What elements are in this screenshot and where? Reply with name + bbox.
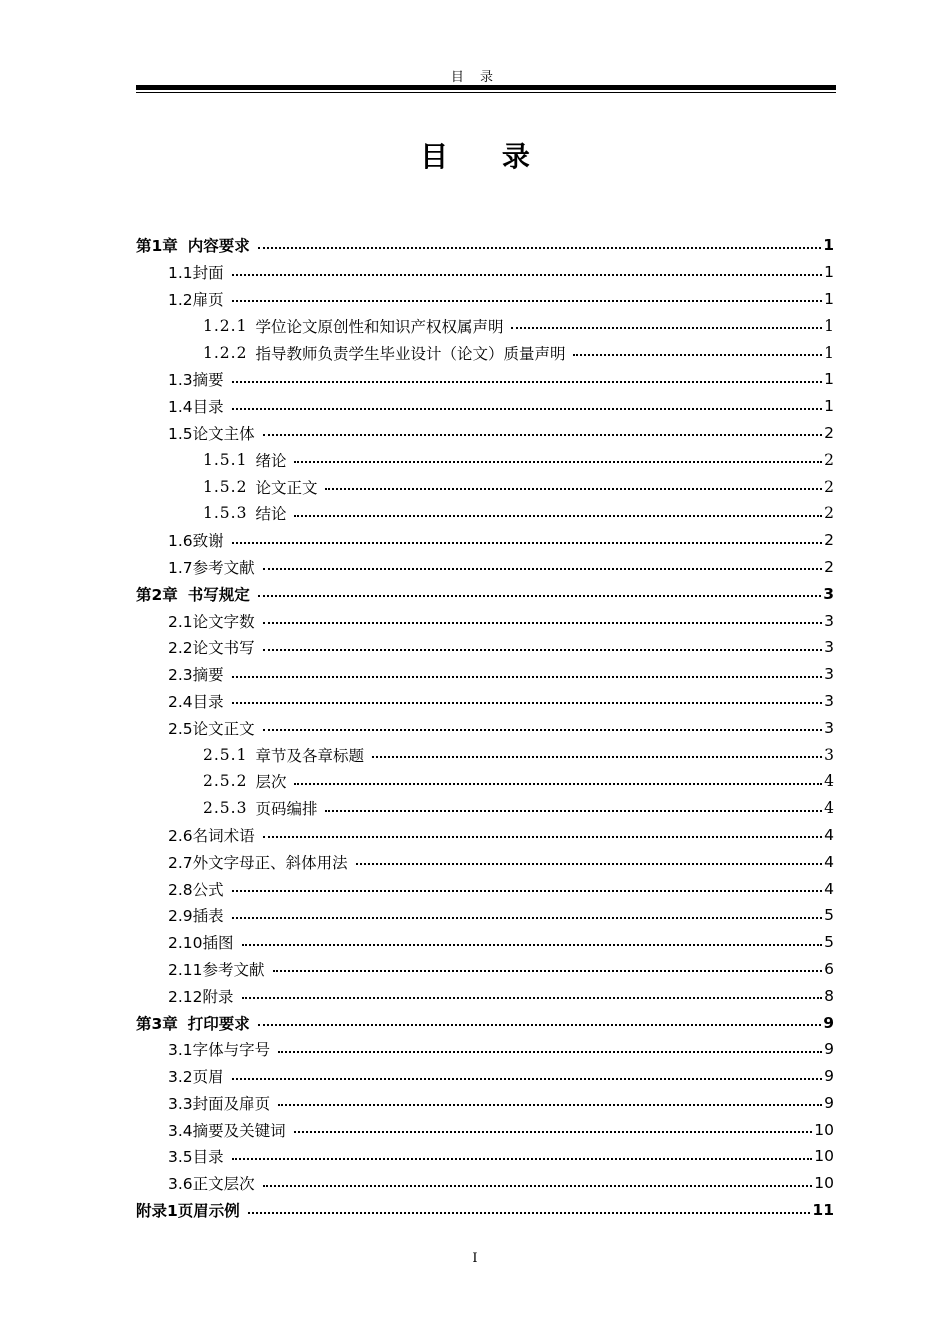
toc-entry-title: 2.12附录: [168, 987, 234, 1006]
toc-entry[interactable]: [136, 312, 834, 339]
toc-entry-page: 9: [824, 1040, 834, 1059]
toc-entry-title: 3.1字体与字号: [168, 1041, 271, 1060]
toc-entry-number: 2.5.1: [203, 745, 248, 764]
toc-entry[interactable]: [136, 286, 834, 313]
toc-entry-title: 附录1页眉示例: [136, 1202, 240, 1221]
toc-entry-page: 9: [824, 1093, 834, 1112]
toc-entry-title: 打印要求: [187, 1014, 250, 1033]
toc-dot-leader: [248, 1211, 811, 1214]
toc-entry-title: 书写规定: [187, 585, 250, 604]
toc-entry-title: 1.3摘要: [168, 371, 224, 390]
toc-entry-title: 绪论: [255, 451, 287, 470]
toc-dot-leader: [232, 1157, 813, 1160]
toc-entry[interactable]: [136, 473, 834, 500]
toc-entry[interactable]: [136, 554, 834, 581]
toc-entry[interactable]: [136, 688, 834, 715]
page-title: [0, 135, 950, 175]
toc-entry-title: 2.3摘要: [168, 666, 224, 685]
toc-entry-page: 6: [824, 959, 834, 978]
toc-entry[interactable]: [136, 875, 834, 902]
toc-dot-leader: [232, 675, 822, 678]
toc-dot-leader: [263, 728, 822, 731]
toc-entry-page: 2: [824, 477, 834, 496]
toc-entry-title: 结论: [255, 505, 287, 524]
toc-entry-number: 1.2.1: [203, 316, 248, 335]
toc-entry-page: 8: [824, 986, 834, 1005]
toc-entry-title: 章节及各章标题: [255, 746, 364, 765]
toc-entry-title: 层次: [255, 773, 287, 792]
toc-entry[interactable]: [136, 822, 834, 849]
toc-dot-leader: [232, 1077, 822, 1080]
toc-dot-leader: [263, 648, 822, 651]
toc-entry-page: 1: [824, 263, 834, 282]
toc-entry-page: 4: [824, 799, 834, 818]
toc-entry-page: 2: [824, 450, 834, 469]
toc-entry[interactable]: [136, 768, 834, 795]
toc-entry-title: 3.2页眉: [168, 1068, 224, 1087]
toc-entry-page: 2: [824, 423, 834, 442]
toc-entry[interactable]: [136, 848, 834, 875]
toc-entry-page: 10: [814, 1120, 834, 1139]
toc-entry-title: 2.4目录: [168, 692, 224, 711]
toc-entry-page: 9: [823, 1013, 834, 1032]
toc-dot-leader: [258, 246, 821, 249]
toc-entry-number: 1.5.3: [203, 504, 248, 523]
toc-entry-title: 1.1封面: [168, 264, 224, 283]
toc-entry-page: 3: [824, 665, 834, 684]
toc-dot-leader: [294, 1130, 813, 1133]
toc-entry-page: 1: [824, 289, 834, 308]
toc-entry-title: 指导教师负责学生毕业设计（论文）质量声明: [255, 344, 566, 363]
toc-entry[interactable]: [136, 902, 834, 929]
toc-entry-number: 1.2.2: [203, 343, 248, 362]
toc-entry[interactable]: [136, 795, 834, 822]
toc-entry-page: 1: [824, 343, 834, 362]
toc-entry-title: 3.6正文层次: [168, 1175, 255, 1194]
toc-entry[interactable]: [136, 527, 834, 554]
toc-entry-page: 1: [823, 236, 834, 255]
toc-entry-page: 3: [824, 718, 834, 737]
toc-dot-leader: [325, 487, 822, 490]
toc-entry-page: 4: [824, 879, 834, 898]
toc-dot-leader: [232, 407, 822, 410]
toc-entry[interactable]: [136, 500, 834, 527]
toc-entry-page: 9: [824, 1067, 834, 1086]
toc-entry[interactable]: [136, 393, 834, 420]
toc-entry-title: 1.7参考文献: [168, 558, 255, 577]
running-header: 目 录: [450, 70, 500, 85]
toc-entry-page: 1: [824, 370, 834, 389]
toc-entry-page: 2: [824, 531, 834, 550]
header-rule-thin: [136, 92, 836, 93]
toc-entry[interactable]: [136, 259, 834, 286]
toc-dot-leader: [511, 326, 822, 329]
toc-entry-page: 5: [824, 933, 834, 952]
toc-entry-page: 10: [814, 1174, 834, 1193]
toc-dot-leader: [258, 594, 821, 597]
toc-entry[interactable]: [136, 420, 834, 447]
toc-entry[interactable]: [136, 446, 834, 473]
toc-entry-number: 2.5.2: [203, 772, 248, 791]
toc-entry[interactable]: [136, 1090, 834, 1117]
toc-entry-title: 论文正文: [255, 478, 318, 497]
toc-entry-title: 2.8公式: [168, 880, 224, 899]
toc-entry[interactable]: [136, 607, 834, 634]
toc-dot-leader: [294, 460, 822, 463]
toc-dot-leader: [232, 380, 822, 383]
toc-entry[interactable]: [136, 982, 834, 1009]
toc-entry[interactable]: [136, 1063, 834, 1090]
toc-entry[interactable]: [136, 661, 834, 688]
toc-dot-leader: [325, 809, 822, 812]
toc-entry-page: 2: [824, 557, 834, 576]
toc-dot-leader: [372, 755, 822, 758]
toc-entry-title: 2.1论文字数: [168, 612, 255, 631]
toc-entry[interactable]: [136, 956, 834, 983]
toc-dot-leader: [232, 541, 822, 544]
toc-entry-page: 1: [824, 397, 834, 416]
toc-entry[interactable]: [136, 1197, 834, 1224]
toc-dot-leader: [232, 916, 822, 919]
toc-entry[interactable]: [136, 741, 834, 768]
toc-dot-leader: [294, 782, 822, 785]
page-title-part-1: 目: [420, 140, 449, 173]
toc-dot-leader: [232, 299, 822, 302]
toc-entry-page: 2: [824, 504, 834, 523]
toc-entry-title: 1.2扉页: [168, 290, 224, 309]
toc-entry-page: 3: [824, 691, 834, 710]
toc-entry-title: 2.10插图: [168, 934, 234, 953]
toc-dot-leader: [242, 943, 823, 946]
toc-dot-leader: [263, 433, 822, 436]
toc-entry[interactable]: [136, 580, 834, 607]
toc-entry-title: 3.4摘要及关键词: [168, 1121, 286, 1140]
toc-entry-page: 3: [823, 584, 834, 603]
toc-dot-leader: [232, 701, 822, 704]
toc-dot-leader: [263, 621, 822, 624]
toc-entry-page: 5: [824, 906, 834, 925]
toc-entry-page: 4: [824, 772, 834, 791]
toc-dot-leader: [263, 835, 822, 838]
page-number: I: [472, 1251, 478, 1266]
page-title-part-2: 录: [501, 140, 530, 173]
toc-entry-number: 第2章: [136, 585, 178, 604]
toc-dot-leader: [258, 1023, 821, 1026]
toc-entry-number: 1.5.1: [203, 450, 248, 469]
toc-dot-leader: [278, 1050, 822, 1053]
toc-entry-title: 3.3封面及扉页: [168, 1094, 271, 1113]
toc-entry[interactable]: [136, 1009, 834, 1036]
toc-entry-page: 4: [824, 852, 834, 871]
toc-dot-leader: [232, 273, 822, 276]
toc-entry-title: 2.9插表: [168, 907, 224, 926]
toc-entry[interactable]: [136, 232, 834, 259]
toc-entry[interactable]: [136, 714, 834, 741]
toc-entry[interactable]: [136, 1170, 834, 1197]
toc-dot-leader: [263, 1184, 813, 1187]
toc-entry-number: 1.5.2: [203, 477, 248, 496]
toc-dot-leader: [242, 996, 823, 999]
toc-entry-title: 3.5目录: [168, 1148, 224, 1167]
toc-entry[interactable]: [136, 929, 834, 956]
toc-entry-title: 内容要求: [187, 237, 250, 256]
toc-entry-page: 3: [824, 611, 834, 630]
toc-entry[interactable]: [136, 1036, 834, 1063]
toc-entry-title: 2.5论文正文: [168, 719, 255, 738]
toc-entry-title: 2.7外文字母正、斜体用法: [168, 853, 348, 872]
toc-entry-title: 2.6名词术语: [168, 826, 255, 845]
toc-entry-title: 2.2论文书写: [168, 639, 255, 658]
toc-entry-title: 2.11参考文献: [168, 960, 265, 979]
toc-dot-leader: [232, 889, 822, 892]
toc-dot-leader: [356, 862, 822, 865]
toc-entry-title: 学位论文原创性和知识产权权属声明: [255, 317, 504, 336]
toc-entry-number: 第3章: [136, 1014, 178, 1033]
header-rule-thick: [136, 85, 836, 90]
toc-entry-page: 3: [824, 745, 834, 764]
toc-dot-leader: [278, 1103, 822, 1106]
toc-dot-leader: [273, 969, 823, 972]
toc-dot-leader: [573, 353, 822, 356]
toc-entry[interactable]: [136, 634, 834, 661]
toc-entry-page: 10: [814, 1147, 834, 1166]
toc-entry-number: 2.5.3: [203, 799, 248, 818]
toc-entry-title: 1.6致谢: [168, 532, 224, 551]
table-of-contents: [136, 232, 834, 1223]
toc-entry[interactable]: [136, 1116, 834, 1143]
toc-entry[interactable]: [136, 339, 834, 366]
toc-entry-page: 3: [824, 638, 834, 657]
toc-entry-number: 第1章: [136, 237, 178, 256]
toc-dot-leader: [294, 514, 822, 517]
toc-entry[interactable]: [136, 1143, 834, 1170]
toc-entry-title: 1.5论文主体: [168, 424, 255, 443]
toc-dot-leader: [263, 567, 822, 570]
toc-entry-page: 4: [824, 825, 834, 844]
toc-entry-page: 1: [824, 316, 834, 335]
toc-entry[interactable]: [136, 366, 834, 393]
toc-entry-page: 11: [812, 1201, 834, 1220]
toc-entry-title: 1.4目录: [168, 398, 224, 417]
toc-entry-title: 页码编排: [255, 800, 318, 819]
